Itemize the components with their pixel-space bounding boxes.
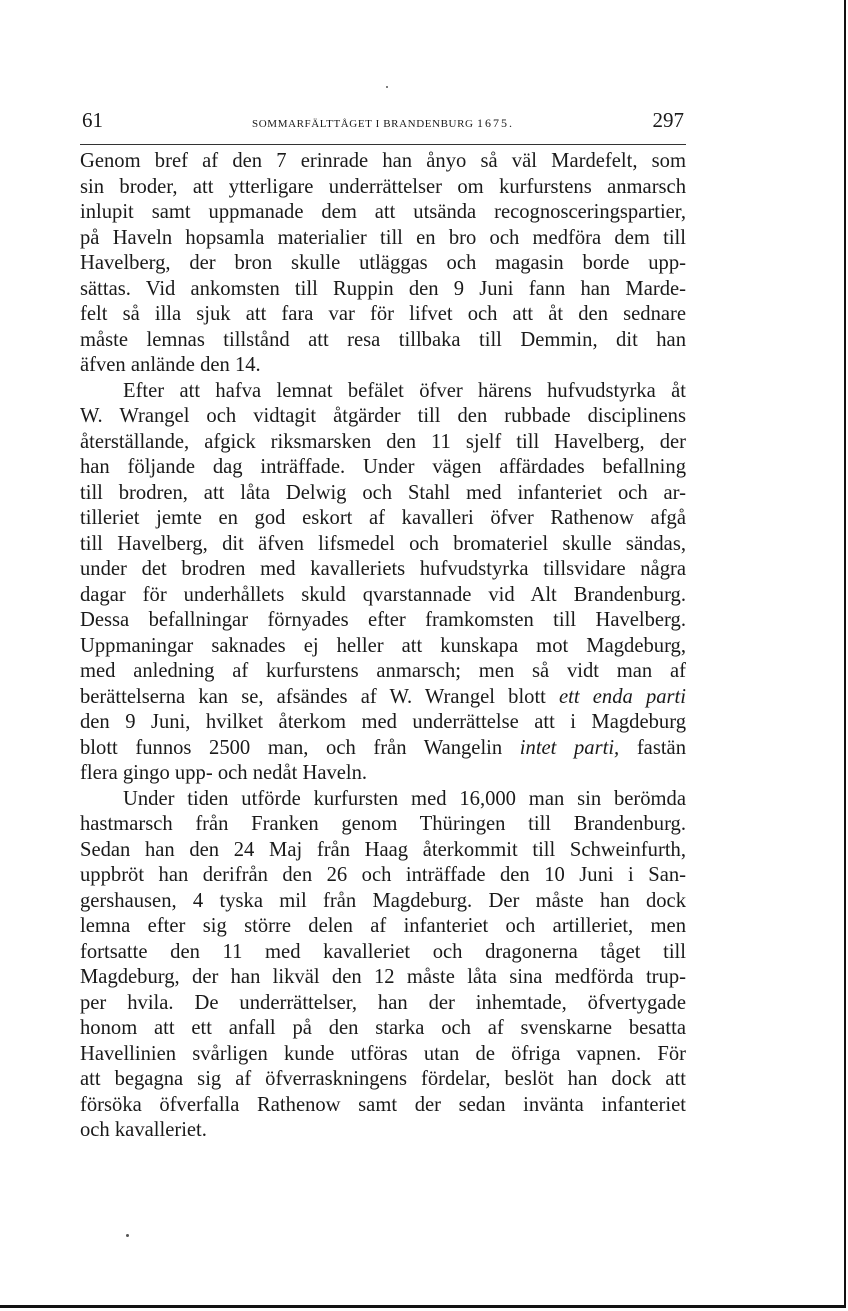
text-line: lemna efter sig större delen af infanteriet och artilleriet, men xyxy=(80,915,686,937)
text-line: och kavalleriet. xyxy=(80,1119,207,1141)
text-line: han följande dag inträffade. Under vägen affärdades befallning xyxy=(80,456,686,478)
running-title-text: SOMMARFÄLTTÅGET I BRANDENBURG xyxy=(252,118,474,130)
text-line: till Havelberg, dit äfven lifsmedel och bromateriel skulle sändas, xyxy=(80,532,686,555)
paper-speck xyxy=(386,86,388,88)
text-line: sin broder, att ytterligare underrättelser om kurfurstens anmarsch xyxy=(80,175,686,198)
text-line: Havelberg, der bron skulle utläggas och magasin borde upp- xyxy=(80,252,686,274)
text-line: Under tiden utförde kurfursten med 16,000 man sin berömda xyxy=(123,787,686,810)
text-line: med anledning af kurfurstens anmarsch; men så vidt man af xyxy=(80,660,686,682)
text-line: hastmarsch från Franken genom Thüringen till Brandenburg. xyxy=(80,813,686,835)
text-line: Genom bref af den 7 erinrade han ånyo så väl Mardefelt, som xyxy=(80,150,686,172)
text-line: dagar för underhållets skuld qvarstannade vid Alt Brandenburg. xyxy=(80,583,686,606)
text-line: på Haveln hopsamla materialier till en bro och medföra dem till xyxy=(80,226,686,249)
paragraph xyxy=(80,149,686,379)
paper-speck xyxy=(126,1234,129,1237)
body-text xyxy=(80,149,686,1144)
text-line: per hvila. De underrättelser, han der inhemtade, öfvertygade xyxy=(80,991,686,1014)
text-line: under det brodren med kavalleriets hufvudstyrka tillsvidare några xyxy=(80,558,686,580)
running-header xyxy=(80,108,686,138)
text-line: felt så illa sjuk att fara var för lifvet och att åt den sednare xyxy=(80,303,686,325)
text-line: W. Wrangel och vidtagit åtgärder till den rubbade disciplinens xyxy=(80,405,686,427)
text-line: gershausen, 4 tyska mil från Magdeburg. Der måste han dock xyxy=(80,889,686,912)
text-line: sättas. Vid ankomsten till Ruppin den 9 Juni fann han Marde- xyxy=(80,277,686,300)
text-line: Dessa befallningar förnyades efter framkomsten till Havelberg. xyxy=(80,609,686,631)
text-line: honom att ett anfall på den starka och af svenskarne besatta xyxy=(80,1017,686,1039)
text-line: försöka öfverfalla Rathenow samt der sedan invänta infanteriet xyxy=(80,1093,686,1116)
text-line: måste lemnas tillstånd att resa tillbaka till Demmin, dit han xyxy=(80,328,686,351)
running-title-year: 1675. xyxy=(476,116,514,130)
text-line: fortsatte den 11 med kavalleriet och dragonerna tåget till xyxy=(80,940,686,963)
text-line: den 9 Juni, hvilket återkom med underrättelse att i Magdeburg xyxy=(80,711,686,733)
running-title xyxy=(80,116,686,131)
text-line: inlupit samt uppmanade dem att utsända recognosceringspartier, xyxy=(80,201,686,223)
header-rule xyxy=(80,144,686,145)
text-line: Uppmaningar saknades ej heller att kunskapa mot Magdeburg, xyxy=(80,634,686,657)
text-line: till brodren, att låta Delwig och Stahl med infanteriet och ar- xyxy=(80,481,686,504)
paragraph xyxy=(80,787,686,1144)
text-line: uppbröt han derifrån den 26 och inträffade den 10 Juni i San- xyxy=(80,864,686,886)
italic-phrase: ett enda parti xyxy=(559,685,686,708)
text-line: tilleriet jemte en god eskort af kavalleri öfver Rathenow afgå xyxy=(80,507,686,529)
text-line: blott funnos 2500 man, och från Wangelin intet parti, fastän xyxy=(80,736,686,759)
text-line: Efter att hafva lemnat befälet öfver härens hufvudstyrka åt xyxy=(123,379,686,402)
text-line: återställande, afgick riksmarsken den 11 sjelf till Havelberg, der xyxy=(80,430,686,453)
text-line: berättelserna kan se, afsändes af W. Wrangel blott ett enda parti xyxy=(80,685,686,708)
text-line: att begagna sig af öfverraskningens fördelar, beslöt han dock att xyxy=(80,1068,686,1090)
page-number-left: 61 xyxy=(82,108,103,132)
text-line: äfven anlände den 14. xyxy=(80,354,261,376)
paragraph xyxy=(80,379,686,787)
text-line: Magdeburg, der han likväl den 12 måste låta sina medförda trup- xyxy=(80,966,686,988)
text-line: flera gingo upp- och nedåt Haveln. xyxy=(80,762,368,784)
text-line: Sedan han den 24 Maj från Haag återkommit till Schweinfurth, xyxy=(80,838,686,861)
page-number-right: 297 xyxy=(652,108,684,132)
italic-phrase: intet parti, xyxy=(519,736,620,759)
text-line: Havellinien svårligen kunde utföras utan de öfriga vapnen. För xyxy=(80,1042,686,1065)
